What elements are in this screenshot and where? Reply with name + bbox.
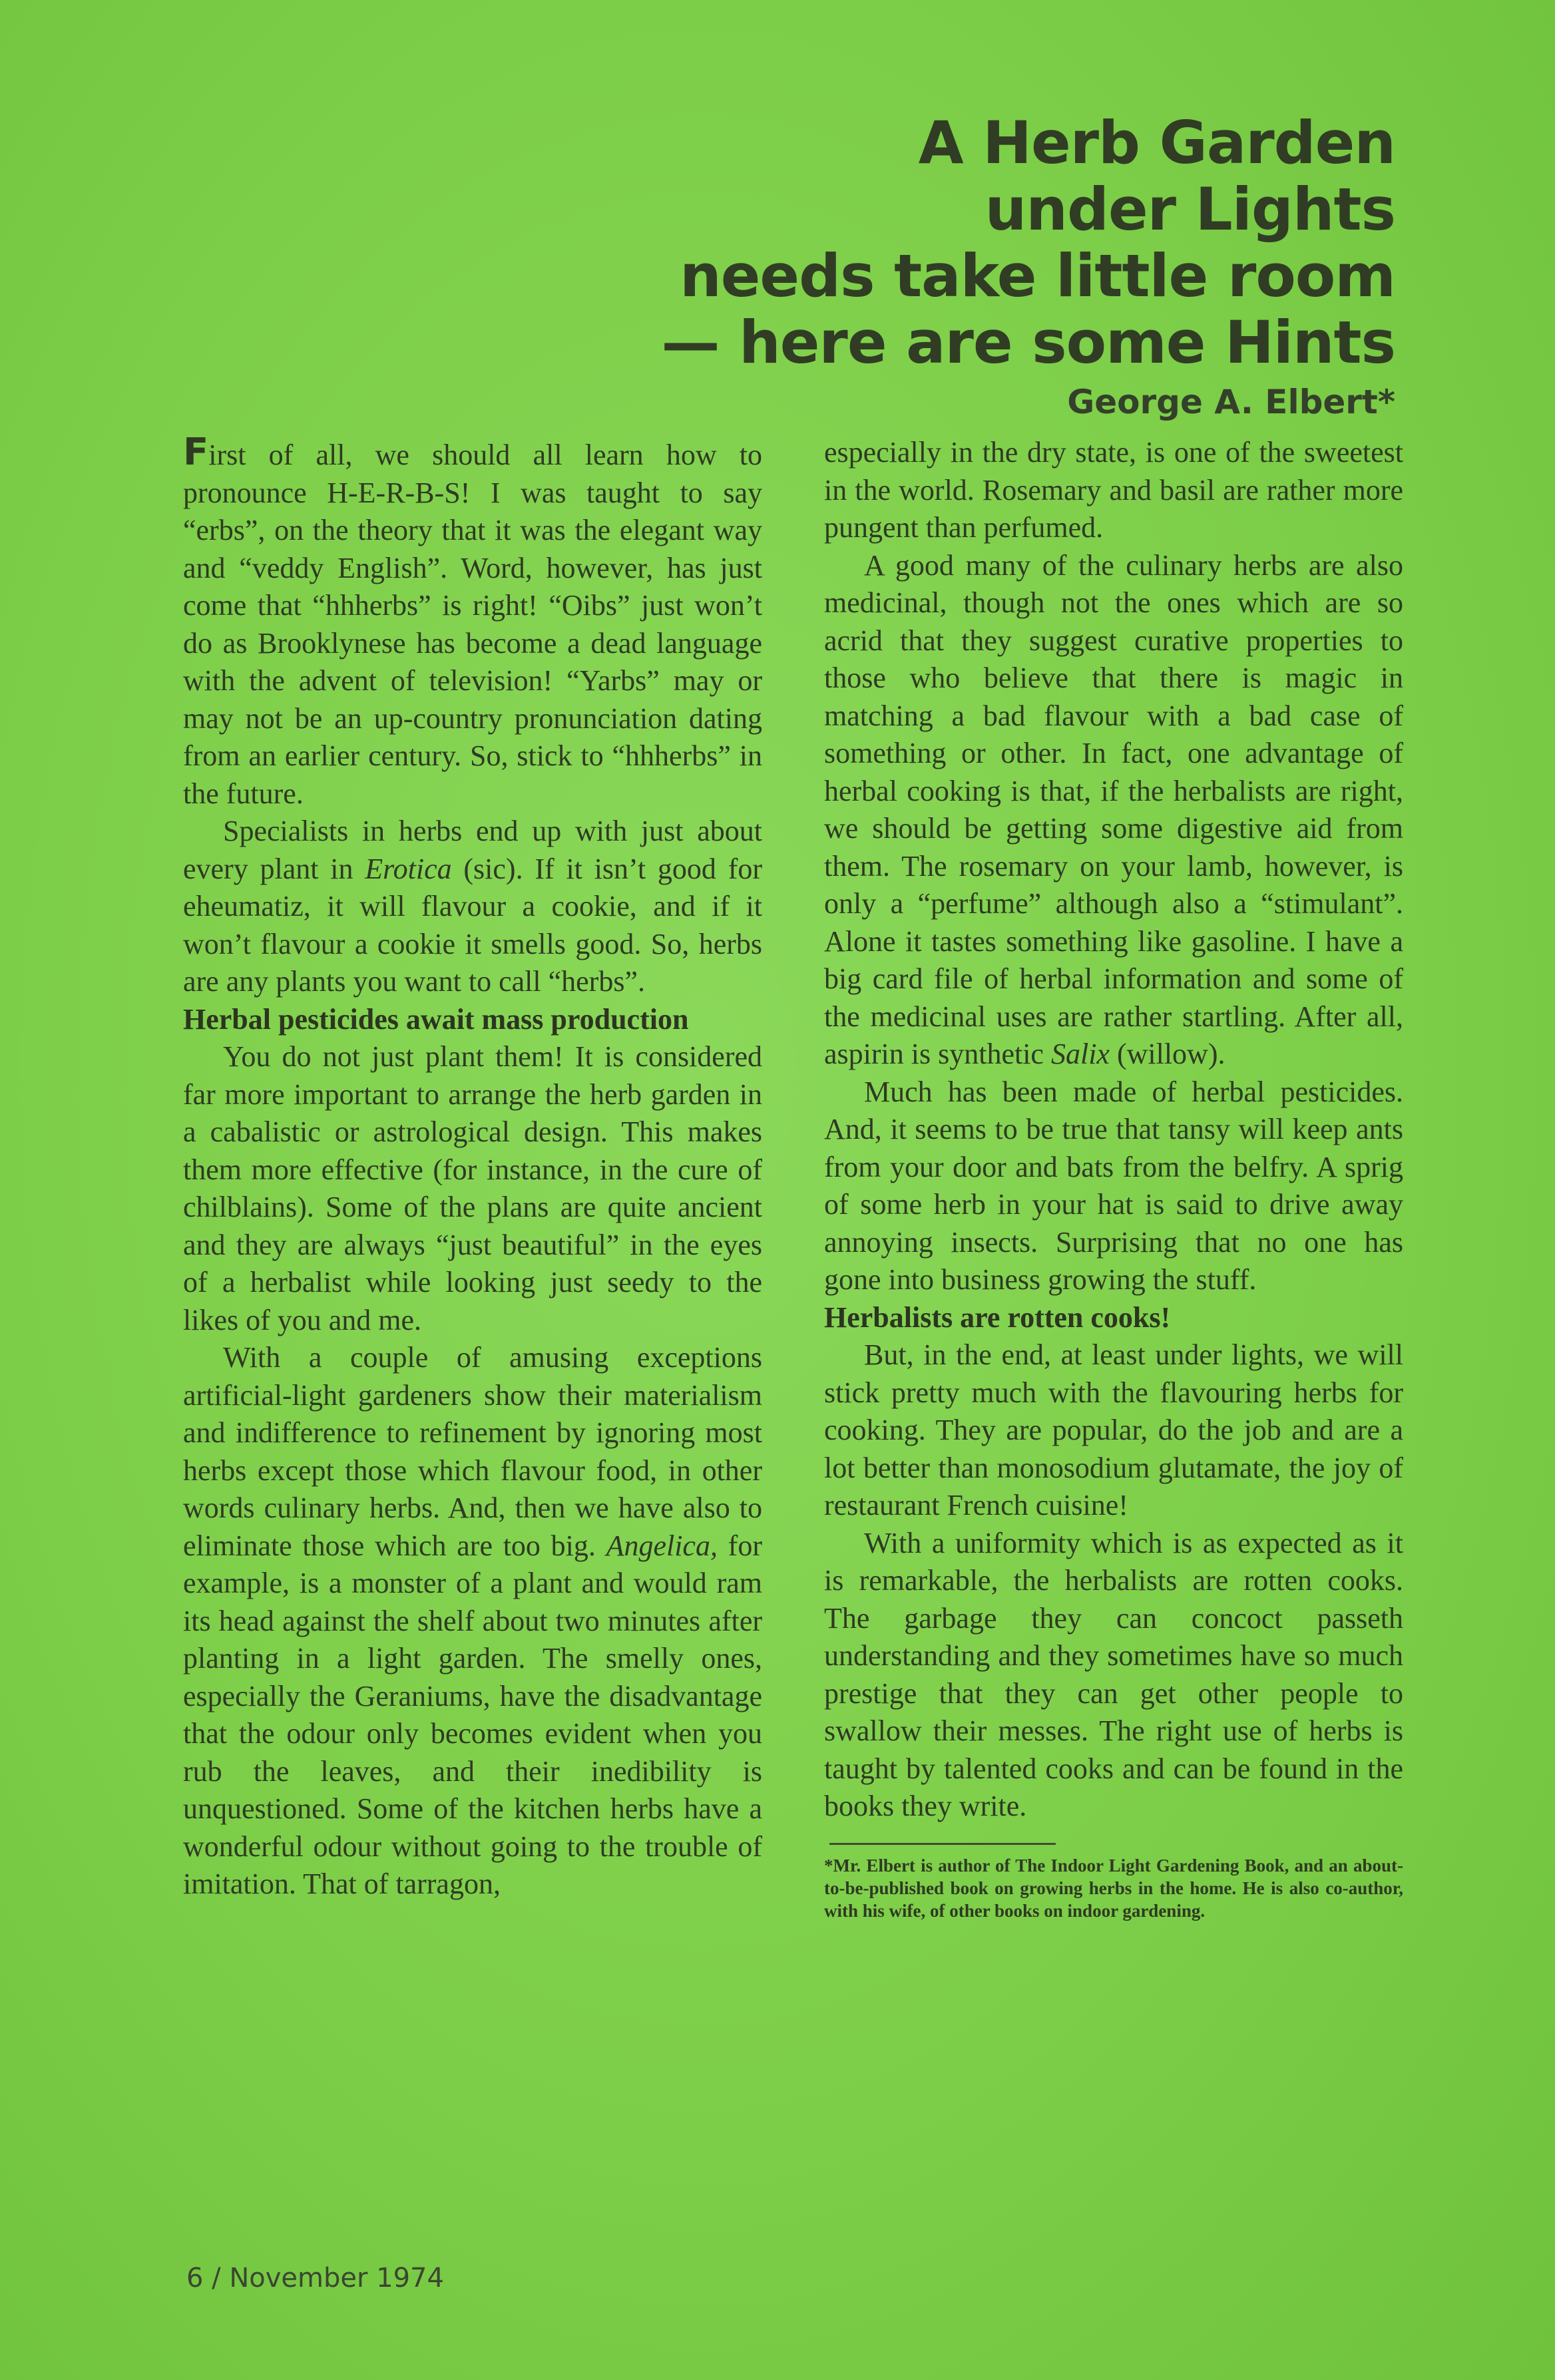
right-column [824, 434, 1403, 1922]
paragraph [183, 813, 762, 1001]
paragraph-text: irst of all, we should all learn how to pronounce H-E-R-B-S! I was taught to say “erbs”, on the theory that it was the elegant way and “veddy English”. Word, however, has just come that “hhherbs” is right! “Oibs” just won’t do as Brooklynese has become a dead language with the advent of television! “Yarbs” may or may not be an up-country pronunciation dating from an earlier century. So, stick to “hhherbs” in the future. [183, 439, 762, 810]
italic-term: Salix [1050, 1038, 1110, 1070]
headline-line: A Herb Garden [918, 108, 1395, 177]
headline-line: — here are some Hints [661, 308, 1395, 377]
paragraph [183, 1339, 762, 1903]
section-subhead: Herbalists are rotten cooks! [824, 1300, 1171, 1334]
headline-line: under Lights [985, 175, 1395, 244]
paragraph-text: for example, is a monster of a plant and would ram its head against the shelf about two minutes after planting in a light garden. The smelly ones, especially the Geraniums, have the disadvantage that the odour only becomes evident when you rub the leaves, and their inedibility is unquestioned. Some of the kitchen herbs have a wonderful odour without going to the trouble of imitation. That of tarragon, [183, 1529, 762, 1900]
drop-cap: F [183, 431, 209, 474]
footnote-divider [829, 1843, 1056, 1845]
paragraph-text: Specialists in herbs end up with just about every plant in [183, 815, 762, 885]
paragraph: With a uniformity which is as expected as it is remarkable, the herbalists are rotten cooks. The garbage they can concoct passeth understanding and they sometimes have so much prestige that they can get other people to swallow their messes. The right use of herbs is taught by talented cooks and can be found in the books they write. [824, 1526, 1403, 1822]
headline-line: needs take little room [680, 242, 1395, 310]
author-footnote: *Mr. Elbert is author of The Indoor Light Gardening Book, and an about-to-be-published book on growing herbs in the home. He is also co-author, with his wife, of other books on indoor gardening. [824, 1855, 1403, 1921]
paragraph: You do not just plant them! It is considered far more important to arrange the herb garden in a cabalistic or astrological design. This makes them more effective (for instance, in the cure of chilblains). Some of the plans are quite ancient and they are always “just beautiful” in the eyes of a herbalist while looking just seedy to the likes of you and me. [183, 1040, 762, 1336]
paragraph: Much has been made of herbal pesticides. And, it seems to be true that tansy will keep ants from your door and bats from the belfry. A sprig of some herb in your hat is said to drive away annoying insects. Surprising that no one has gone into business growing the stuff. [824, 1075, 1403, 1296]
left-column [183, 431, 762, 1903]
section-subhead: Herbal pesticides await mass production [183, 1002, 689, 1036]
paragraph [183, 431, 762, 813]
paragraph-text: A good many of the culinary herbs are also medicinal, though not the ones which are so acrid that they suggest curative properties to those who believe that there is magic in matching a bad flavour with a bad case of something or other. In fact, one advantage of herbal cooking is that, if the herbalists are right, we should be getting some digestive aid from them. The rosemary on your lamb, however, is only a “perfume” although also a “stimulant”. Alone it tastes something like gasoline. I have a big card file of herbal information and some of the medicinal uses are rather startling. After all, aspirin is synthetic [824, 548, 1403, 1070]
page-footer: 6 / November 1974 [186, 2263, 444, 2293]
italic-term: Angelica, [606, 1529, 718, 1562]
paragraph-text: With a couple of amusing exceptions artificial-light gardeners show their materialism and indifference to refinement by ignoring most herbs except those which flavour food, in other words culinary herbs. And, then we have also to eliminate those which are too big. [183, 1341, 762, 1562]
paragraph: But, in the end, at least under lights, we will stick pretty much with the flavouring herbs for cooking. They are popular, do the job and are a lot better than monosodium glutamate, the joy of restaurant French cuisine! [824, 1338, 1403, 1521]
author-byline: George A. Elbert* [1067, 383, 1395, 421]
italic-term: Erotica [365, 852, 452, 885]
article-headline [596, 110, 1395, 376]
paragraph [824, 547, 1403, 1074]
paragraph-text: (sic). If it isn’t good for eheumatiz, it will flavour a cookie, and if it won’t flavour a cookie it smells good. So, herbs are any plants you want to call “herbs”. [183, 852, 762, 998]
paragraph: especially in the dry state, is one of the sweetest in the world. Rosemary and basil are rather more pungent than perfumed. [824, 436, 1403, 544]
paragraph-text: (willow). [1109, 1038, 1225, 1070]
